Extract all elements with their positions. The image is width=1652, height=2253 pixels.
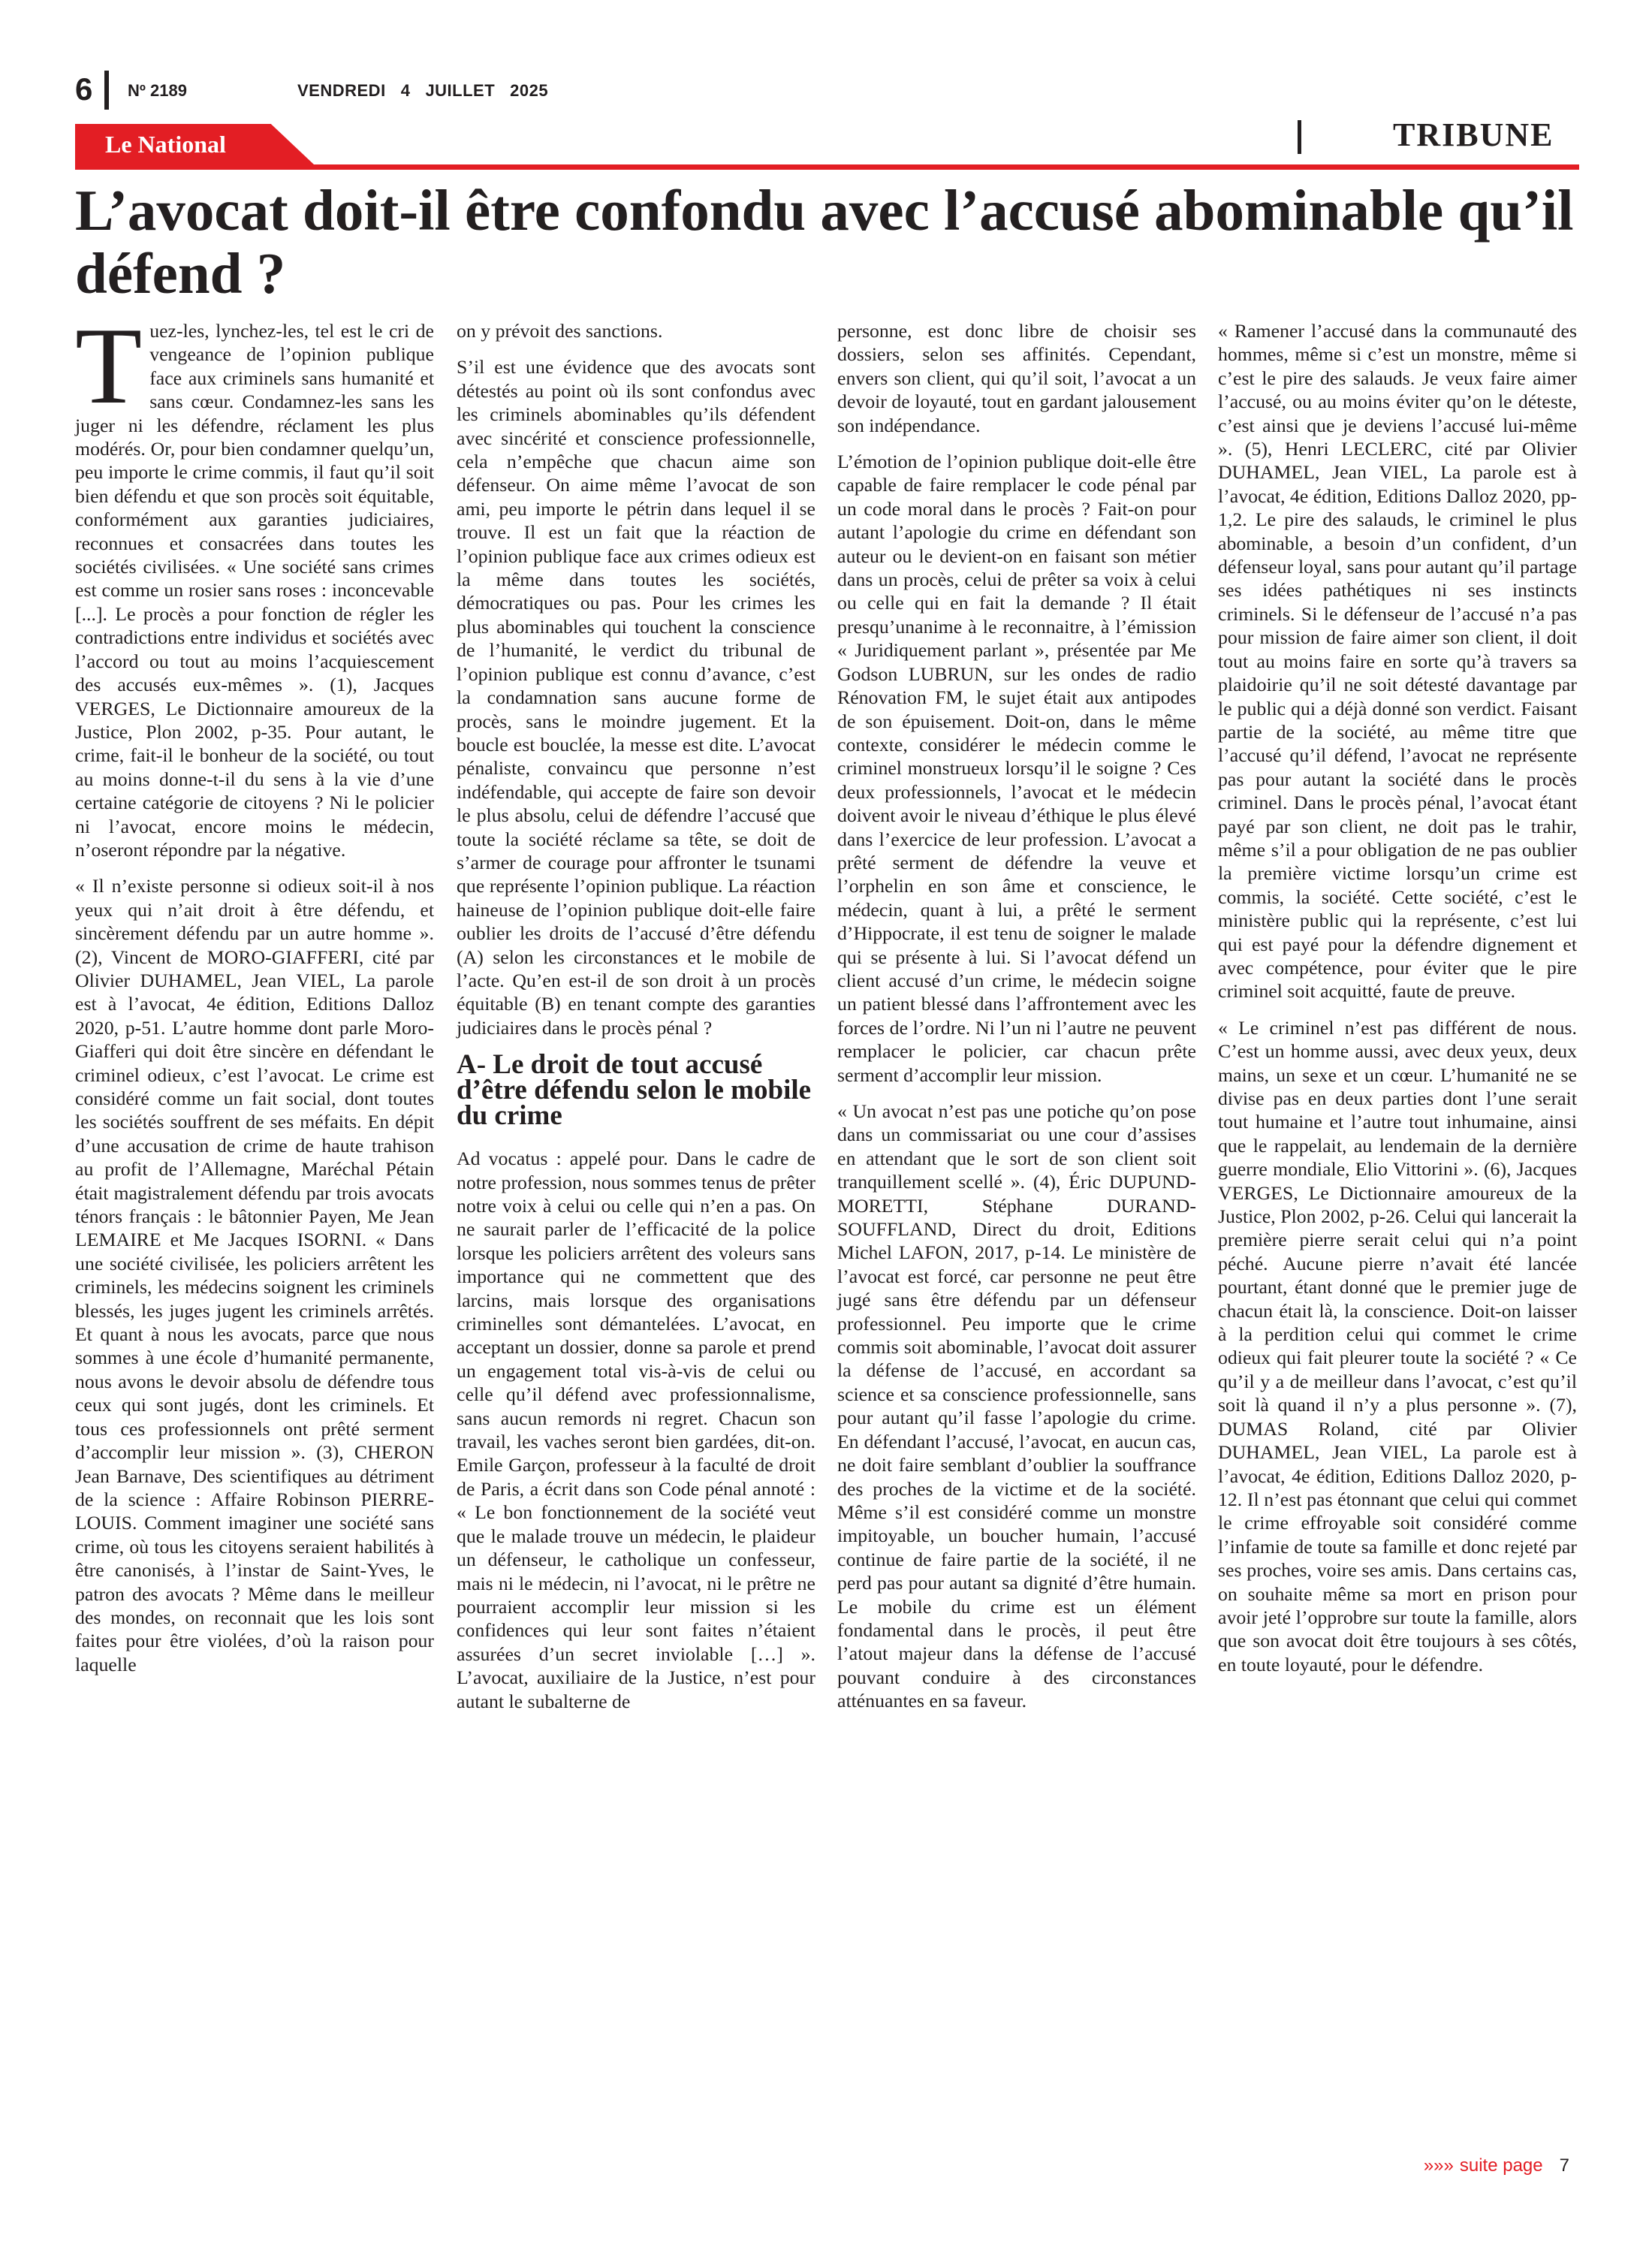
article-paragraph: personne, est donc libre de choisir ses dossiers, selon ses affinités. Cependant, envers son client, qui qu’il soit, l’avocat a un devoir de loyauté, tout en gardant jalousement son indépendance.: [837, 320, 1196, 436]
continued-on-page: [1424, 2157, 1569, 2175]
article-column-4: [1218, 319, 1577, 1689]
issue-date: [297, 83, 563, 99]
article-paragraph: [75, 305, 434, 861]
header-rule: [75, 164, 1579, 170]
article-column-2: [457, 319, 815, 1726]
article-paragraph: L’émotion de l’opinion publique doit-elle être capable de faire remplacer le code pénal par un code moral dans le procès ? Fait-on pour autant l’apologie du crime en défendant son auteur ou le devient-on en faisant son métier dans un procès, celui de prêter sa voix à celui ou celle qui en fait la demande ? Il était presqu’unanime à le reconnaitre, à l’émission « Juridiquement parlant », présentée par Me Godson LUBRUN, sur les ondes de radio Rénovation FM, le sujet était aux antipodes de son épuisement. Doit-on, dans le même contexte, considérer le médecin comme le criminel monstrueux lorsqu’il le soigne ? Ces deux professionnels, l’avocat et le médecin doivent avoir le niveau d’éthique le plus élevé dans l’exercice de leur profession. L’avocat a prêté serment de défendre la veuve et l’orphelin en son âme et conscience, le médecin, quant à lui, a prêté le serment d’Hippocrate, il est tenu de soigner le malade qui se présente à lui. Si l’avocat défend un client accusé d’un crime, le médecin soigne un patient blessé dans l’affrontement avec les forces de l’ordre. Ni l’un ni l’autre ne peuvent remplacer le policier, car chacun prête serment d’accomplir leur mission.: [837, 451, 1196, 1086]
article-paragraph: on y prévoit des sanctions.: [457, 320, 663, 342]
article-paragraph: « Un avocat n’est pas une potiche qu’on pose dans un commissariat ou une cour d’assises en attendant que le sort de son client soit tranquillement scellé ». (4), Éric DUPUND-MORETTI, Stéphane DURAND-SOUFFLAND, Direct du droit, Editions Michel LAFON, 2017, p-14. Le ministère de l’avocat est forcé, car personne ne peut être jugé sans être défendu par un défenseur professionnel. Peu importe que le crime commis soit abominable, l’avocat doit assurer la défense de l’accusé, en accordant sa science et sa conscience professionnelle, sans pour autant qu’il fasse l’apologie du crime. En défendant l’accusé, l’avocat, en aucun cas, ne doit faire semblant d’oublier la souffrance des proches de la victime et de la société. Même s’il est considéré comme un monstre impitoyable, un boucher humain, l’accusé continue de faire partie de la société, il ne perd pas pour autant sa dignité d’être humain. Le mobile du crime est un élément fondamental dans le procès, il peut être l’atout majeur dans la défense de l’accusé pouvant conduire à des circonstances atténuantes en sa faveur.: [837, 1100, 1196, 1712]
continue-arrows: »»»: [1423, 2155, 1454, 2176]
date-year: 2025: [510, 81, 549, 100]
section-subheading: A- Le droit de tout accusé d’être défendu selon le mobile du crime: [457, 1049, 812, 1132]
date-day: VENDREDI: [297, 81, 386, 100]
article-paragraph: « Ramener l’accusé dans la communauté des hommes, même si c’est un monstre, même si c’est le pire des salauds. Je veux faire aimer l’accusé, ou au moins éviter qu’on le déteste, c’est ainsi que je deviens l’accusé lui-même ». (5), Henri LECLERC, cité par Olivier DUHAMEL, Jean VIEL, La parole est à l’avocat, 4e édition, Editions Dalloz 2020, pp-1,2. Le pire des salauds, le criminel le plus abominable, a besoin d’un confident, d’un défenseur loyal, sans pour autant qu’il partage ses idées pathétiques ni ses instincts criminels. Si le défenseur de l’accusé n’a pas pour mission de faire aimer son client, il doit tout au moins faire en sorte qu’à travers sa plaidoirie qu’il ne soit détesté davantage par le public qui a déjà donné son verdict. Faisant partie de la société, au même titre que l’accusé qu’il défend, l’avocat ne représente pas pour autant la société dans le procès criminel. Dans le procès pénal, l’avocat étant payé par son client, ne doit pas le trahir, même s’il a pour obligation de ne pas oublier la première victime lorsqu’un crime est commis, la société. Cette société, c’est le ministère public qui la représente, c’est lui qui est payé pour la défendre dignement et avec compétence, pour éviter que le pire criminel soit acquitté, faute de preuve.: [1218, 320, 1577, 1003]
article-paragraph: « Il n’existe personne si odieux soit-il à nos yeux qui n’ait droit à être défendu, et sincèrement défendu par un autre homme ». (2), Vincent de MORO-GIAFFERI, cité par Olivier DUHAMEL, Jean VIEL, La parole est à l’avocat, 4e édition, Editions Dalloz 2020, p-51. L’autre homme dont parle Moro-Giafferi qui doit être sincère en défendant le criminel odieux, c’est l’avocat. Le crime est considéré comme un fait social, dont toutes les sociétés souffrent de ses méfaits. En dépit d’une accusation de crime de haute trahison au profit de l’Allemagne, Maréchal Pétain était magistralement défendu par trois avocats ténors français : le bâtonnier Payen, Me Jean LEMAIRE et Me Jacques ISORNI. « Dans une société civilisée, les policiers arrêtent les criminels, les médecins soignent les criminels blessés, les juges jugent les criminels arrêtés. Et quant à nous les avocats, parce que nous sommes à une école d’humanité permanente, nous avons le devoir absolu de défendre tous ceux qui sont jugés, dont les criminels. Et tous ces professionnels ont prêté serment d’accomplir leur mission ». (3), CHERON Jean Barnave, Des scientifiques au détriment de la science : Affaire Robinson PIERRE-LOUIS. Comment imaginer une société sans crime, où tous les citoyens seraient habilités à être canonisés, à l’instar de Saint-Yves, le patron des avocats ? Même dans le meilleur des mondes, on reconnait que les lois sont faites pour être violées, d’où la raison pour laquelle: [75, 875, 434, 1675]
issue-number: Nº 2189: [128, 81, 187, 100]
date-month: JUILLET: [425, 81, 496, 100]
article-column-3: [837, 319, 1196, 1726]
brand-name: Le National: [105, 131, 226, 158]
article-paragraph: Ad vocatus : appelé pour. Dans le cadre de notre profession, nous sommes tenus de prêter notre voix à celui ou celle qui n’en a pas. On ne saurait parler de l’efficacité de la police lorsque les policiers arrêtent des voleurs sans importance qui ne commettent que des larcins, mais lorsque des organisations criminelles sont démantelées. L’avocat, en acceptant un dossier, donne sa parole et prend un engagement total vis-à-vis de celui ou celle qu’il défend avec professionnalisme, sans aucun remords ni regret. Chacun son travail, les vaches seront bien gardées, dit-on. Emile Garçon, professeur à la faculté de droit de Paris, a écrit dans son Code pénal annoté : « Le bon fonctionnement de la société veut que le malade trouve un médecin, le plaideur un défenseur, le catholique un confesseur, mais ni le médecin, ni l’avocat, ni le prêtre ne pourraient accomplir leur mission si les confidences qui leur sont faites n’étaient assurées d’un secret inviolable […] ». L’avocat, auxiliaire de la Justice, n’est pour autant le subalterne de: [457, 1148, 815, 1712]
page-number: 6: [75, 71, 93, 107]
section-title: TRIBUNE: [1393, 116, 1554, 153]
section-divider: [1298, 120, 1301, 154]
article-paragraph: « Le criminel n’est pas différent de nous. C’est un homme aussi, avec deux yeux, deux mains, un sexe et un cœur. L’humanité ne se divise pas en deux parties dont l’une serait tout humaine et l’autre tout inhumaine, ainsi que le rappelait, au lendemain de la dernière guerre mondiale, Elio Vittorini ». (6), Jacques VERGES, Le Dictionnaire amoureux de la Justice, Plon 2002, p-26. Celui qui lancerait la première pierre serait celui qui n’a point péché. Aucune pierre n’avait été lancée pourtant, étant donné que le premier juge de chacun était là, la conscience. Doit-on laisser à la perdition celui qui commet le crime odieux qui fait pleurer toute la société ? « Ce qu’il y a de meilleur dans l’avocat, c’est qu’il soit là quand il n’y a plus personne ». (7), DUMAS Roland, cité par Olivier DUHAMEL, Jean VIEL, La parole est à l’avocat, 4e édition, Editions Dalloz 2020, p-12. Il n’est pas étonnant que celui qui commet le crime effroyable soit considéré comme l’infamie de toute sa famille et donc rejeté par ses proches, voire ses amis. Dans certains cas, on souhaite même sa mort en prison pour avoir jeté l’opprobre sur toute la famille, alors que son avocat doit être toujours à ses côtés, en toute loyauté, pour le défendre.: [1218, 1016, 1577, 1675]
header-divider: [104, 71, 109, 110]
paragraph-text: uez-les, lynchez-les, tel est le cri de vengeance de l’opinion publique face aux criminels sans humanité et sans cœur. Condamnez-les sans les juger ni les défendre, réclament les plus modérés. Or, pour bien condamner quelqu’un, peu importe le crime commis, il faut qu’il soit bien défendu et que son procès soit équitable, conformément aux garanties judiciaires, reconnues et consacrées dans toutes les sociétés civilisées. « Une société sans crimes est comme un rosier sans roses : inconcevable [...]. Le procès a pour fonction de régler les contradictions entre individus et sociétés avec l’accord ou tout au moins l’acquiescement des accusés eux-mêmes ». (1), Jacques VERGES, Le Dictionnaire amoureux de la Justice, Plon 2002, p-35. Pour autant, le crime, fait-il le bonheur de la société, ou tout au moins donne-t-il du sens à la vie d’une certaine catégorie de citoyens ? Ni le policier ni l’avocat, encore moins le médecin, n’oseront répondre par la négative.: [75, 320, 434, 861]
continue-label: suite page: [1459, 2155, 1543, 2176]
drop-cap: T: [75, 305, 143, 427]
date-number: 4: [400, 81, 411, 100]
article-paragraph: S’il est une évidence que des avocats sont détestés au point où ils sont confondus avec les criminels abominables qu’ils défendent avec sincérité et conscience professionnelle, cela n’empêche que chacun aime son défenseur. On aime même l’avocat de son ami, peu importe le pétrin dans lequel il se trouve. Il est un fait que la réaction de l’opinion publique face aux crimes odieux est la même dans toutes les sociétés, démocratiques ou pas. Pour les crimes les plus abominables qui touchent la conscience de l’humanité, le verdict du tribunal de l’opinion publique est connu d’avance, c’est la condamnation sans aucune forme de procès, sans le moindre jugement. Et la boucle est bouclée, la messe est dite. L’avocat pénaliste, convaincu que personne n’est indéfendable, qui accepte de faire son devoir le plus absolu, celui de défendre l’accusé que toute la société réclame sa tête, se doit de s’armer de courage pour affronter le tsunami que représente l’opinion publique. La réaction haineuse de l’opinion publique doit-elle faire oublier les droits de l’accusé d’être défendu (A) selon les circonstances et le mobile de l’acte. Qu’en est-il de son droit à un procès équitable (B) en tenant compte des garanties judiciaires dans le procès pénal ?: [457, 356, 815, 1039]
article-column-1: [75, 305, 434, 1689]
article-headline: L’avocat doit-il être confondu avec l’accusé abominable qu’il défend ?: [75, 178, 1574, 306]
continue-page-number: 7: [1559, 2155, 1569, 2176]
